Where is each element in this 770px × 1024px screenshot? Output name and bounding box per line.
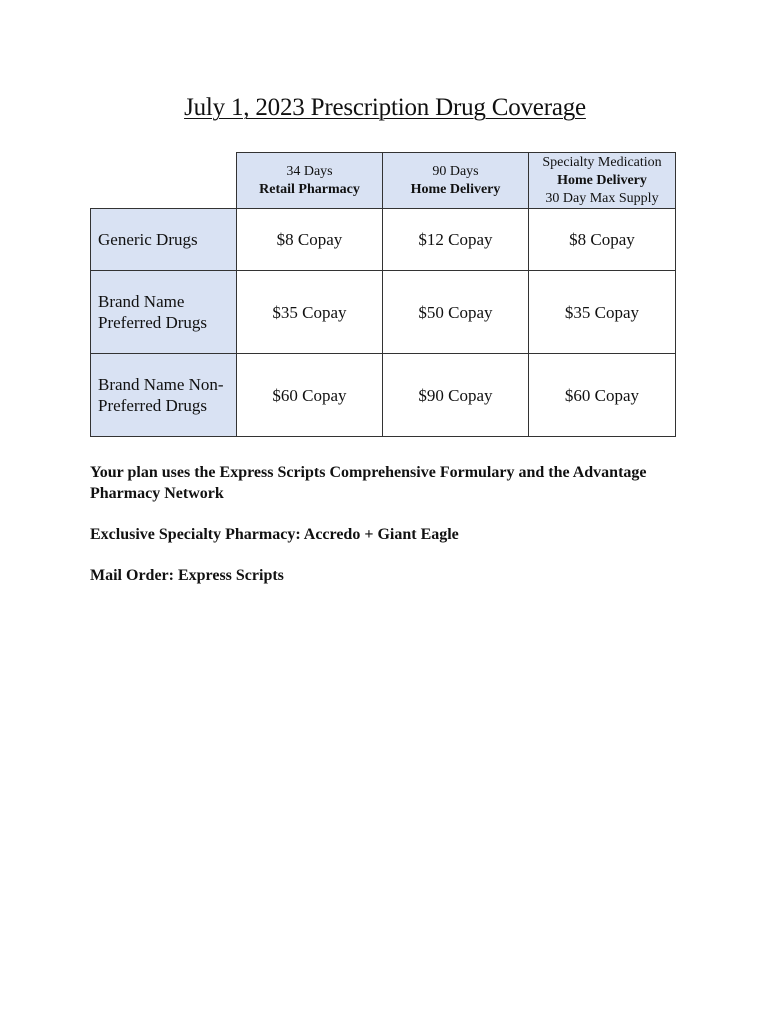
table-header-row bbox=[91, 153, 676, 209]
column-header-line: 34 Days bbox=[286, 163, 333, 179]
table-cell: $60 Copay bbox=[237, 354, 383, 437]
table-cell: $60 Copay bbox=[529, 354, 676, 437]
table-cell: $12 Copay bbox=[383, 209, 529, 271]
row-header-brand-non-preferred bbox=[91, 354, 237, 437]
table-cell: $8 Copay bbox=[529, 209, 676, 271]
plan-notes bbox=[90, 462, 690, 606]
column-header-line: Retail Pharmacy bbox=[259, 181, 360, 197]
table-row bbox=[91, 209, 676, 271]
table-cell: $50 Copay bbox=[383, 271, 529, 354]
table-cell: $35 Copay bbox=[529, 271, 676, 354]
page-title: July 1, 2023 Prescription Drug Coverage bbox=[184, 94, 586, 121]
table-cell: $8 Copay bbox=[237, 209, 383, 271]
table-cell: $90 Copay bbox=[383, 354, 529, 437]
mail-order-note: Mail Order: Express Scripts bbox=[90, 567, 284, 584]
column-header-home-delivery bbox=[383, 153, 529, 209]
column-header-line: Specialty Medication bbox=[542, 154, 662, 170]
row-header-line: Brand Name bbox=[98, 292, 185, 311]
table-cell: $35 Copay bbox=[237, 271, 383, 354]
row-header-line: Brand Name Non- bbox=[98, 375, 224, 394]
table-row bbox=[91, 271, 676, 354]
row-header-line: Preferred Drugs bbox=[98, 396, 208, 415]
blank-corner-cell bbox=[91, 153, 237, 209]
specialty-pharmacy-note: Exclusive Specialty Pharmacy: Accredo + Giant Eagle bbox=[90, 526, 459, 543]
column-header-line: 90 Days bbox=[432, 163, 479, 179]
row-header-line: Preferred Drugs bbox=[98, 313, 208, 332]
column-header-line: Home Delivery bbox=[410, 181, 501, 197]
table-row bbox=[91, 354, 676, 437]
row-header-generic bbox=[91, 209, 237, 271]
column-header-retail bbox=[237, 153, 383, 209]
column-header-specialty bbox=[529, 153, 676, 209]
coverage-table bbox=[90, 152, 676, 437]
column-header-line: 30 Day Max Supply bbox=[545, 190, 659, 206]
column-header-line: Home Delivery bbox=[557, 172, 647, 188]
formulary-note: Your plan uses the Express Scripts Comprehensive Formulary and the Advantage Pharmacy Network bbox=[90, 464, 647, 502]
row-header-line: Generic Drugs bbox=[98, 230, 198, 249]
row-header-brand-preferred bbox=[91, 271, 237, 354]
